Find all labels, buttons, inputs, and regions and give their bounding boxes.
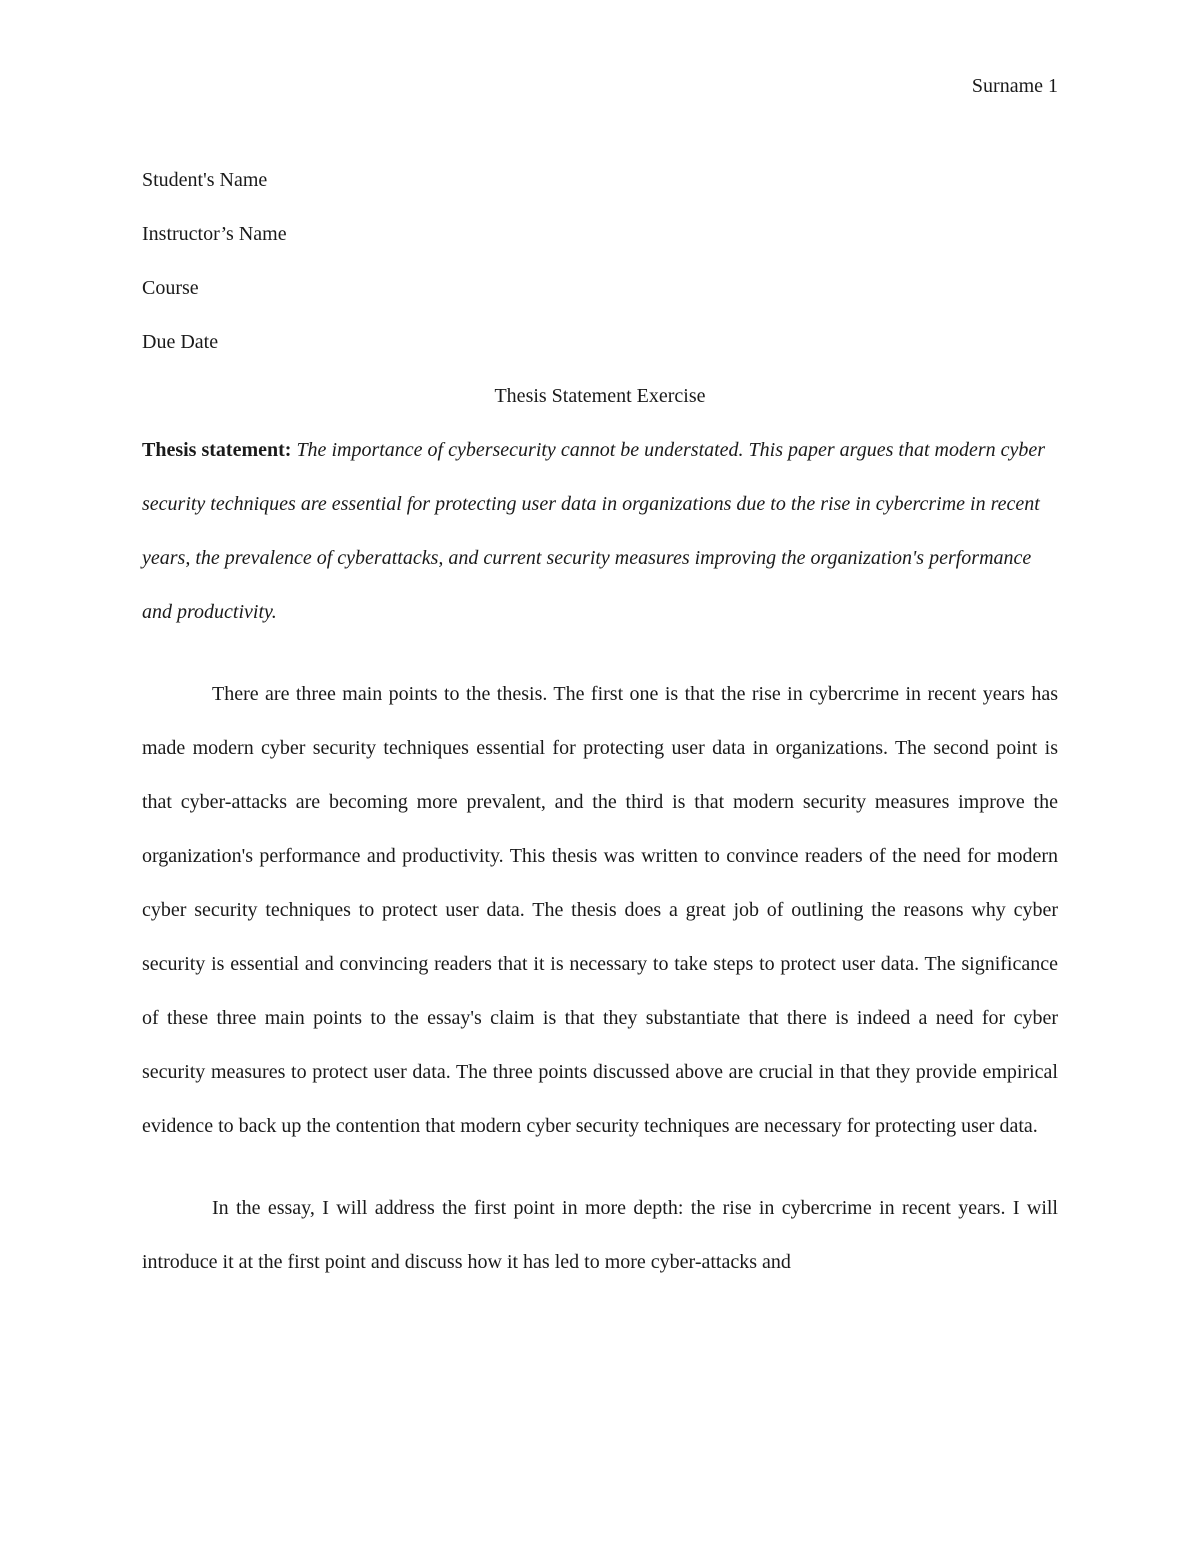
running-head: Surname 1 [971, 75, 1058, 97]
thesis-label: Thesis statement: [142, 439, 292, 461]
document-title: Thesis Statement Exercise [494, 385, 706, 407]
student-name: Student's Name [142, 169, 268, 191]
document-body [142, 153, 1058, 1289]
due-date: Due Date [142, 331, 219, 353]
body-paragraph-1: There are three main points to the thesis. The first one is that the rise in cybercrime in recent years has made modern cyber security techniques essential for protecting user data in organizations. The second point is that cyber-attacks are becoming more prevalent, and the third is that modern security measures improve the organization's performance and productivity. This thesis was written to convince readers of the need for modern cyber security techniques to protect user data. The thesis does a great job of outlining the reasons why cyber security is essential and convincing readers that it is necessary to take steps to protect user data. The significance of these three main points to the essay's claim is that they substantiate that there is indeed a need for cyber security measures to protect user data. The three points discussed above are crucial in that they provide empirical evidence to back up the contention that modern cyber security techniques are necessary for protecting user data. [142, 683, 1058, 1137]
thesis-text: The importance of cybersecurity cannot be understated. This paper argues that modern cyber security techniques are essential for protecting user data in organizations due to the rise in cybercrime in recent years, the prevalence of cyberattacks, and current security measures improving the organization's performance and productivity. [142, 439, 1046, 623]
body-paragraph-2: In the essay, I will address the first point in more depth: the rise in cybercrime in recent years. I will introduce it at the first point and discuss how it has led to more cyber-attacks and [142, 1197, 1058, 1273]
instructor-name: Instructor’s Name [142, 223, 287, 245]
course-name: Course [142, 277, 199, 299]
thesis-statement [142, 423, 1058, 639]
